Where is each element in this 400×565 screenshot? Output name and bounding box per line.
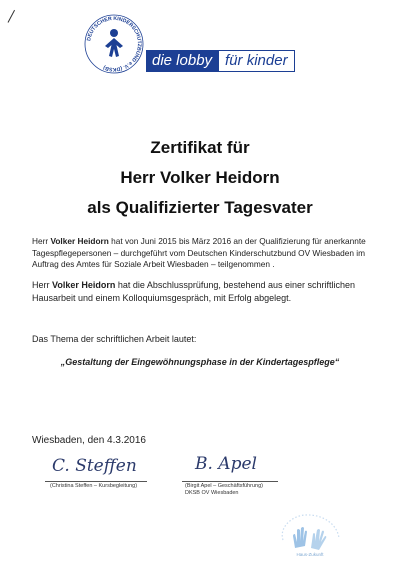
dksb-seal-logo [82,12,146,76]
para1-rest: hat von Juni 2015 bis März 2016 an der Qualifizierung für anerkannte Tagespflegepersonen – durchgeführt vom Deutschen Kinderschutzbund OV Wiesbaden im Auftrag des Amtes für Soziale Arbeit Wiesbaden – teilgenommen . [32,236,366,269]
theme-title: „Gestaltung der Eingewöhnungsphase in der Kindertagespflege“ [60,357,340,367]
seal-ring-text: DEUTSCHER KINDERSCHUTZBUND e.V. (DKSB) [86,15,143,73]
left-signature: C. Steffen [52,456,137,476]
lobby-logo [146,50,295,72]
right-signature-caption-1: (Birgit Apel – Geschäftsführung) [185,483,263,489]
haus-zukunft-logo [275,510,345,558]
recipient-name: Herr Volker Heidorn [120,168,280,187]
left-signature-line [45,481,147,482]
para1-name: Volker Heidorn [50,236,109,246]
para2-rest: hat die Abschlussprüfung, bestehend aus einer schriftlichen Hausarbeit und einem Kolloquiumsgespräch, mit Erfolg abgelegt. [32,280,356,303]
right-signature: B. Apel [195,454,257,474]
corner-mark [8,10,15,23]
footer-logo-text: Haus-Zukunft [296,552,324,557]
para2-name: Volker Heidorn [52,280,116,290]
participation-paragraph [32,236,378,271]
left-signature-caption: (Christina Steffen – Kursbegleitung) [50,483,138,489]
lobby-logo-right: für kinder [218,50,295,72]
date-line: Wiesbaden, den 4.3.2016 [32,435,146,446]
right-signature-caption-2: DKSB OV Wiesbaden [185,490,239,496]
hands-icon [293,527,326,550]
para2-prefix: Herr [32,280,52,290]
para1-prefix: Herr [32,236,51,246]
lobby-logo-left: die lobby [146,50,218,72]
exam-paragraph [32,279,378,304]
right-signature-line [182,481,278,482]
child-figure-icon [105,29,123,57]
qualification-title: als Qualifizierter Tagesvater [87,198,313,217]
certificate-title: Zertifikat für [150,138,250,157]
theme-intro: Das Thema der schriftlichen Arbeit lautet: [32,334,197,344]
